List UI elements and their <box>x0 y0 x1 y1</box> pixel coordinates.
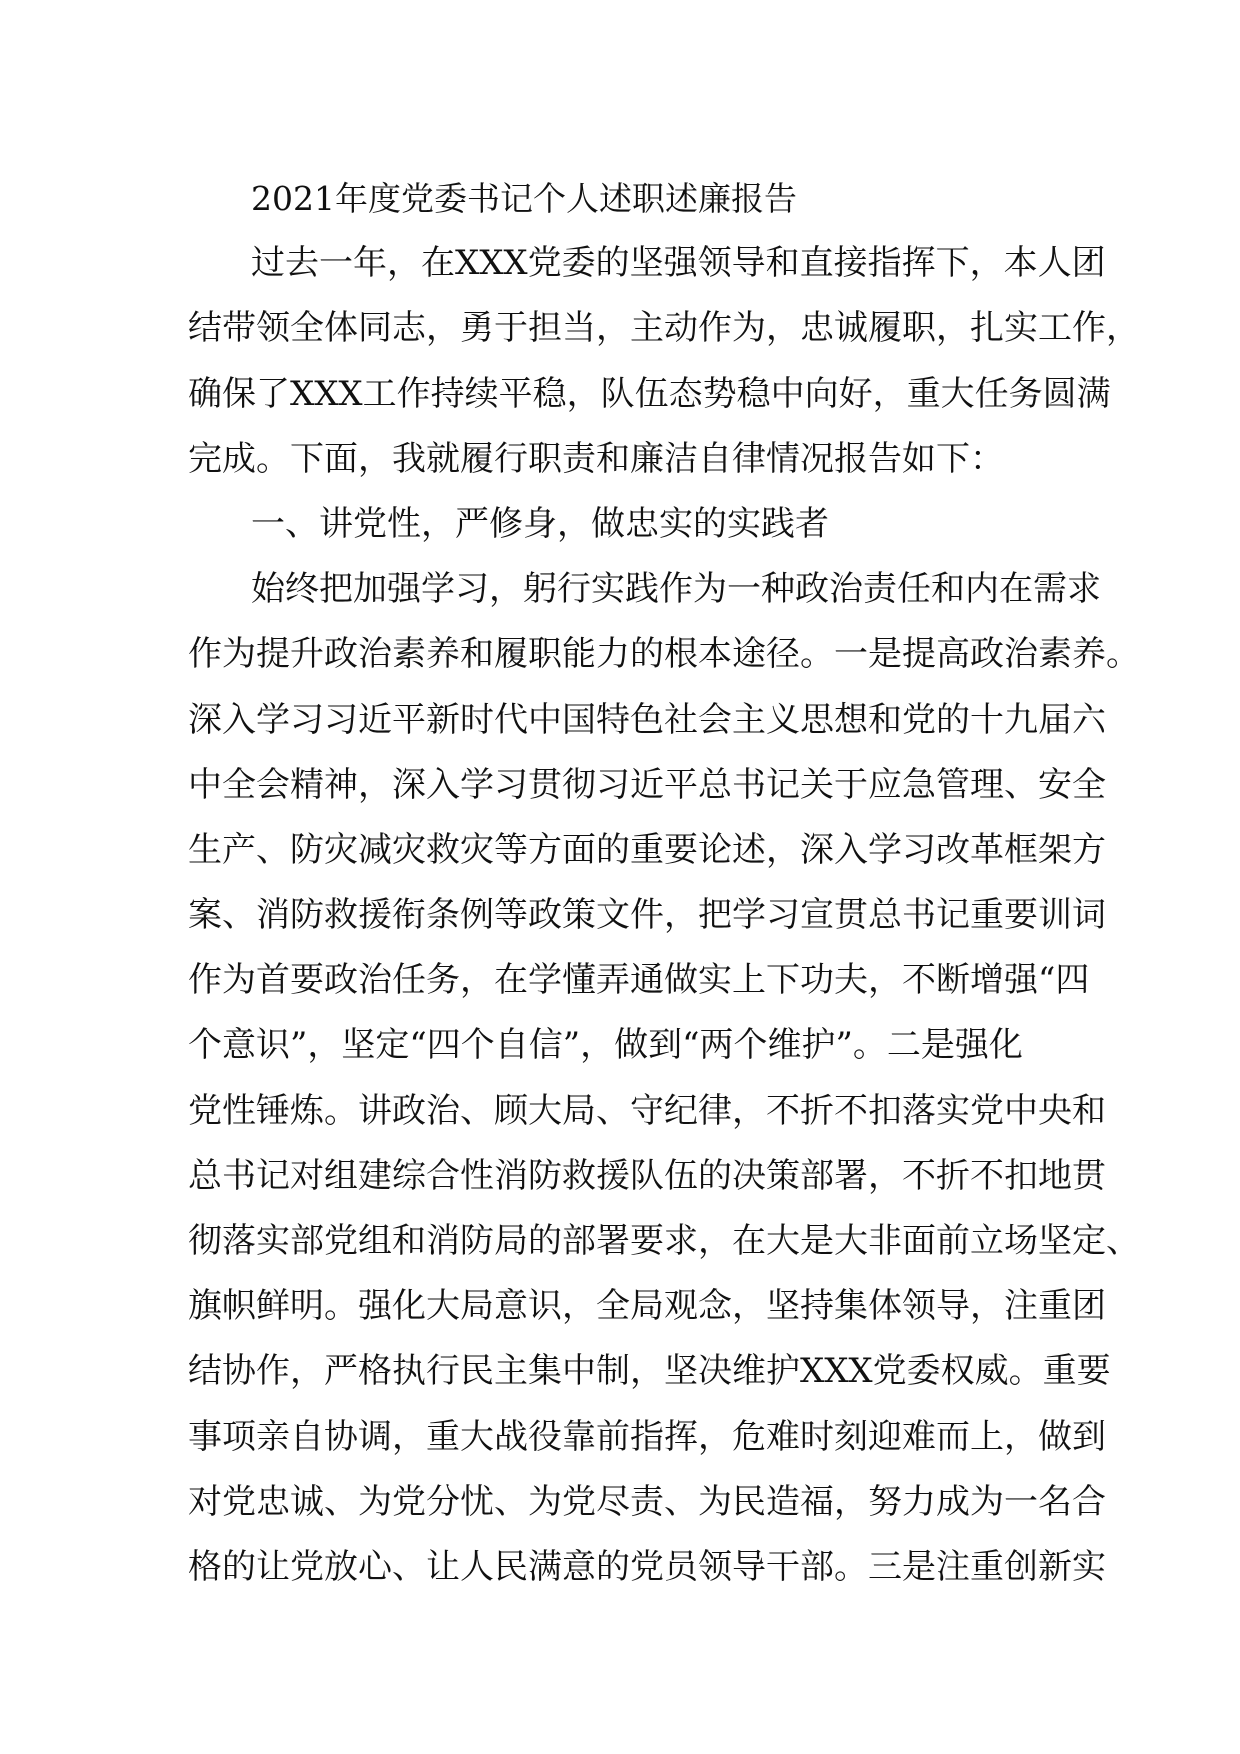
paragraph-line: 生产、防灾减灾救灾等方面的重要论述，深入学习改革框架方 <box>188 829 1106 870</box>
paragraph-line: 彻落实部党组和消防局的部署要求，在大是大非面前立场坚定、 <box>188 1221 1140 1261</box>
paragraph-line: 党性锤炼。讲政治、顾大局、守纪律，不折不扣落实党中央和 <box>188 1090 1106 1131</box>
document-title: 2021年度党委书记个人述职述廉报告 <box>251 179 797 218</box>
paragraph-line: 结协作，严格执行民主集中制，坚决维护XXX党委权威。重要 <box>188 1351 1111 1392</box>
paragraph-line: 过去一年，在XXX党委的坚强领导和直接指挥下，本人团 <box>251 243 1106 284</box>
paragraph-line: 旗帜鲜明。强化大局意识，全局观念，坚持集体领导，注重团 <box>188 1286 1106 1327</box>
paragraph-line: 确保了XXX工作持续平稳，队伍态势稳中向好，重大任务圆满 <box>188 373 1111 414</box>
paragraph-line: 个意识”，坚定“四个自信”，做到“两个维护”。二是强化 <box>188 1025 1023 1066</box>
paragraph-line: 中全会精神，深入学习贯彻习近平总书记关于应急管理、安全 <box>188 764 1106 805</box>
paragraph-line: 完成。下面，我就履行职责和廉洁自律情况报告如下： <box>188 438 1004 479</box>
paragraph-line: 作为提升政治素养和履职能力的根本途径。一是提高政治素养。 <box>188 634 1140 675</box>
paragraph-line: 作为首要政治任务，在学懂弄通做实上下功夫，不断增强“四 <box>188 960 1090 1001</box>
paragraph-line: 案、消防救援衔条例等政策文件，把学习宣贯总书记重要训词 <box>188 895 1106 936</box>
paragraph-line: 始终把加强学习，躬行实践作为一种政治责任和内在需求 <box>251 569 1101 610</box>
paragraph-line: 深入学习习近平新时代中国特色社会主义思想和党的十九届六 <box>188 699 1106 740</box>
paragraph-line: 事项亲自协调，重大战役靠前指挥，危难时刻迎难而上，做到 <box>188 1416 1106 1457</box>
paragraph-line: 对党忠诚、为党分忧、为党尽责、为民造福，努力成为一名合 <box>188 1481 1106 1522</box>
section-heading: 一、讲党性，严修身，做忠实的实践者 <box>251 503 829 544</box>
paragraph-line: 格的让党放心、让人民满意的党员领导干部。三是注重创新实 <box>188 1546 1106 1587</box>
paragraph-line: 结带领全体同志，勇于担当，主动作为，忠诚履职，扎实工作， <box>188 308 1140 349</box>
document-body <box>188 166 1140 1600</box>
paragraph-line: 总书记对组建综合性消防救援队伍的决策部署，不折不扣地贯 <box>188 1155 1106 1196</box>
